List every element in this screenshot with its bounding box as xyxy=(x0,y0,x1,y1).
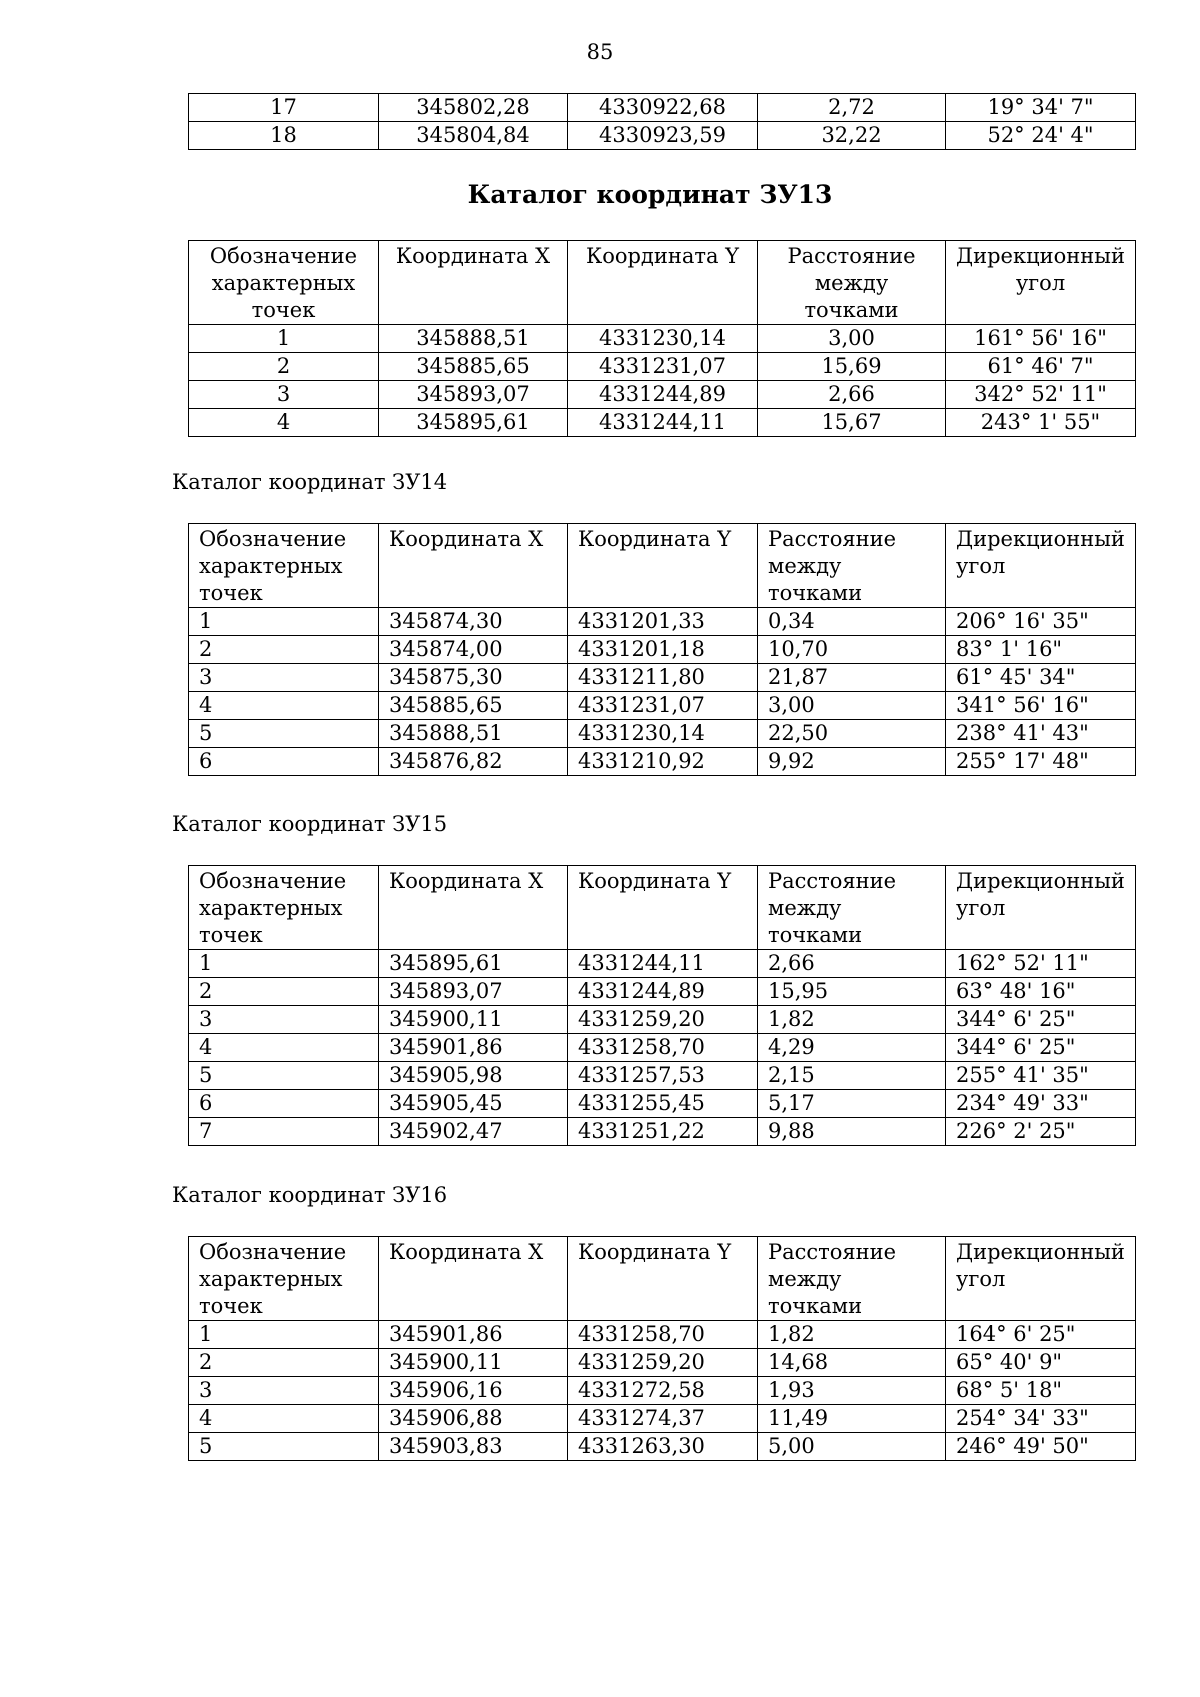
table-cell: 15,95 xyxy=(758,978,946,1006)
zu13-title: Каталог координат ЗУ13 xyxy=(467,180,833,209)
header-cell: Координата X xyxy=(379,524,568,608)
header-cell: Координата Y xyxy=(568,524,758,608)
table-cell: 15,67 xyxy=(758,409,946,437)
table-cell: 4331244,89 xyxy=(568,978,758,1006)
zu16-title: Каталог координат ЗУ16 xyxy=(172,1183,448,1207)
table-header-row xyxy=(189,1237,1136,1321)
table-cell: 2 xyxy=(189,636,379,664)
table-row xyxy=(189,664,1136,692)
table-cell: 3,00 xyxy=(758,325,946,353)
table-header-row xyxy=(189,241,1136,325)
header-cell: Дирекционный угол xyxy=(946,866,1136,950)
table-cell: 4 xyxy=(189,1405,379,1433)
table-cell: 2 xyxy=(189,978,379,1006)
table-cell: 341° 56' 16" xyxy=(946,692,1136,720)
header-cell: Дирекционный угол xyxy=(946,524,1136,608)
zu13-table xyxy=(188,240,1136,437)
header-cell: Расстояние между точками xyxy=(758,866,946,950)
table-cell: 161° 56' 16" xyxy=(946,325,1136,353)
header-cell: Дирекционный угол xyxy=(946,1237,1136,1321)
table-cell: 345874,30 xyxy=(379,608,568,636)
table-cell: 255° 17' 48" xyxy=(946,748,1136,776)
page-number: 85 xyxy=(586,40,614,64)
table-cell: 342° 52' 11" xyxy=(946,381,1136,409)
table-cell: 345888,51 xyxy=(379,720,568,748)
table-row xyxy=(189,636,1136,664)
table-cell: 226° 2' 25" xyxy=(946,1118,1136,1146)
table-row xyxy=(189,720,1136,748)
table-cell: 243° 1' 55" xyxy=(946,409,1136,437)
table-cell: 4331274,37 xyxy=(568,1405,758,1433)
table-cell: 345888,51 xyxy=(379,325,568,353)
table-row xyxy=(189,1349,1136,1377)
table-cell: 5,17 xyxy=(758,1090,946,1118)
table-cell: 4331258,70 xyxy=(568,1034,758,1062)
table-cell: 345906,88 xyxy=(379,1405,568,1433)
table-cell: 9,92 xyxy=(758,748,946,776)
table-cell: 1 xyxy=(189,608,379,636)
table-row xyxy=(189,748,1136,776)
table-row xyxy=(189,1062,1136,1090)
table-cell: 65° 40' 9" xyxy=(946,1349,1136,1377)
table-cell: 61° 45' 34" xyxy=(946,664,1136,692)
table-cell: 345895,61 xyxy=(379,950,568,978)
table-cell: 345902,47 xyxy=(379,1118,568,1146)
table-cell: 345895,61 xyxy=(379,409,568,437)
table-cell: 4331244,11 xyxy=(568,950,758,978)
header-cell: Координата Y xyxy=(568,866,758,950)
zu15-title: Каталог координат ЗУ15 xyxy=(172,812,448,836)
table-cell: 4 xyxy=(189,409,379,437)
table-cell: 2 xyxy=(189,1349,379,1377)
header-cell: Дирекционный угол xyxy=(946,241,1136,325)
table-row xyxy=(189,122,1136,150)
table-cell: 2,72 xyxy=(758,94,946,122)
table-row xyxy=(189,1006,1136,1034)
table-cell: 5 xyxy=(189,1062,379,1090)
table-cell: 2,15 xyxy=(758,1062,946,1090)
table-row xyxy=(189,353,1136,381)
table-cell: 4331231,07 xyxy=(568,692,758,720)
table-cell: 345900,11 xyxy=(379,1006,568,1034)
table-header-row xyxy=(189,524,1136,608)
table-cell: 22,50 xyxy=(758,720,946,748)
table-row xyxy=(189,950,1136,978)
table-cell: 11,49 xyxy=(758,1405,946,1433)
header-cell: Обозначение характерных точек xyxy=(189,1237,379,1321)
table-cell: 68° 5' 18" xyxy=(946,1377,1136,1405)
table-row xyxy=(189,1405,1136,1433)
table-cell: 19° 34' 7" xyxy=(946,94,1136,122)
table-cell: 1,93 xyxy=(758,1377,946,1405)
table-cell: 1 xyxy=(189,950,379,978)
table-cell: 255° 41' 35" xyxy=(946,1062,1136,1090)
table-cell: 345885,65 xyxy=(379,692,568,720)
table-cell: 63° 48' 16" xyxy=(946,978,1136,1006)
header-cell: Расстояние между точками xyxy=(758,241,946,325)
table-row xyxy=(189,1090,1136,1118)
table-row xyxy=(189,978,1136,1006)
table-cell: 4,29 xyxy=(758,1034,946,1062)
table-row xyxy=(189,1321,1136,1349)
table-cell: 61° 46' 7" xyxy=(946,353,1136,381)
table-cell: 345804,84 xyxy=(379,122,568,150)
zu15-table xyxy=(188,865,1136,1146)
table-cell: 345802,28 xyxy=(379,94,568,122)
table-cell: 5 xyxy=(189,720,379,748)
table-cell: 7 xyxy=(189,1118,379,1146)
table-row xyxy=(189,409,1136,437)
table-cell: 164° 6' 25" xyxy=(946,1321,1136,1349)
table-cell: 4331258,70 xyxy=(568,1321,758,1349)
continuation-table xyxy=(188,93,1136,150)
table-row xyxy=(189,1118,1136,1146)
zu14-title: Каталог координат ЗУ14 xyxy=(172,470,448,494)
zu14-table xyxy=(188,523,1136,776)
table-cell: 4331211,80 xyxy=(568,664,758,692)
table-cell: 4331210,92 xyxy=(568,748,758,776)
table-cell: 9,88 xyxy=(758,1118,946,1146)
table-cell: 345893,07 xyxy=(379,381,568,409)
table-cell: 4331230,14 xyxy=(568,720,758,748)
table-cell: 4331272,58 xyxy=(568,1377,758,1405)
table-row xyxy=(189,608,1136,636)
table-header-row xyxy=(189,866,1136,950)
table-cell: 4331257,53 xyxy=(568,1062,758,1090)
header-cell: Обозначение характерных точек xyxy=(189,866,379,950)
table-row xyxy=(189,692,1136,720)
table-cell: 345906,16 xyxy=(379,1377,568,1405)
table-cell: 10,70 xyxy=(758,636,946,664)
table-cell: 5 xyxy=(189,1433,379,1461)
table-cell: 345905,45 xyxy=(379,1090,568,1118)
table-cell: 83° 1' 16" xyxy=(946,636,1136,664)
header-cell: Координата Y xyxy=(568,1237,758,1321)
table-cell: 1,82 xyxy=(758,1006,946,1034)
table-cell: 6 xyxy=(189,1090,379,1118)
table-cell: 4 xyxy=(189,692,379,720)
table-cell: 1 xyxy=(189,1321,379,1349)
table-cell: 21,87 xyxy=(758,664,946,692)
table-cell: 345901,86 xyxy=(379,1034,568,1062)
table-cell: 0,34 xyxy=(758,608,946,636)
table-cell: 4331251,22 xyxy=(568,1118,758,1146)
table-cell: 345885,65 xyxy=(379,353,568,381)
table-cell: 15,69 xyxy=(758,353,946,381)
header-cell: Расстояние между точками xyxy=(758,524,946,608)
table-cell: 345900,11 xyxy=(379,1349,568,1377)
table-cell: 345893,07 xyxy=(379,978,568,1006)
table-cell: 4331259,20 xyxy=(568,1006,758,1034)
table-row xyxy=(189,325,1136,353)
table-cell: 344° 6' 25" xyxy=(946,1006,1136,1034)
table-row xyxy=(189,1034,1136,1062)
table-cell: 3 xyxy=(189,664,379,692)
table-cell: 14,68 xyxy=(758,1349,946,1377)
zu16-table xyxy=(188,1236,1136,1461)
table-cell: 4331231,07 xyxy=(568,353,758,381)
table-cell: 238° 41' 43" xyxy=(946,720,1136,748)
table-cell: 345875,30 xyxy=(379,664,568,692)
table-cell: 344° 6' 25" xyxy=(946,1034,1136,1062)
table-cell: 234° 49' 33" xyxy=(946,1090,1136,1118)
table-row xyxy=(189,1433,1136,1461)
table-cell: 345903,83 xyxy=(379,1433,568,1461)
table-cell: 345874,00 xyxy=(379,636,568,664)
table-cell: 2 xyxy=(189,353,379,381)
table-cell: 17 xyxy=(189,94,379,122)
table-cell: 4331201,18 xyxy=(568,636,758,664)
table-cell: 4330923,59 xyxy=(568,122,758,150)
table-cell: 3 xyxy=(189,1377,379,1405)
header-cell: Расстояние между точками xyxy=(758,1237,946,1321)
header-cell: Координата X xyxy=(379,241,568,325)
header-cell: Обозначение характерных точек xyxy=(189,524,379,608)
table-cell: 6 xyxy=(189,748,379,776)
table-row xyxy=(189,381,1136,409)
table-cell: 162° 52' 11" xyxy=(946,950,1136,978)
table-cell: 345901,86 xyxy=(379,1321,568,1349)
table-cell: 4331244,89 xyxy=(568,381,758,409)
table-cell: 345905,98 xyxy=(379,1062,568,1090)
table-cell: 4331263,30 xyxy=(568,1433,758,1461)
table-cell: 254° 34' 33" xyxy=(946,1405,1136,1433)
table-cell: 4330922,68 xyxy=(568,94,758,122)
table-row xyxy=(189,94,1136,122)
table-cell: 52° 24' 4" xyxy=(946,122,1136,150)
table-cell: 32,22 xyxy=(758,122,946,150)
table-cell: 4331201,33 xyxy=(568,608,758,636)
table-cell: 18 xyxy=(189,122,379,150)
table-cell: 3,00 xyxy=(758,692,946,720)
table-cell: 1,82 xyxy=(758,1321,946,1349)
table-cell: 5,00 xyxy=(758,1433,946,1461)
header-cell: Координата Y xyxy=(568,241,758,325)
table-cell: 345876,82 xyxy=(379,748,568,776)
header-cell: Координата X xyxy=(379,866,568,950)
table-cell: 246° 49' 50" xyxy=(946,1433,1136,1461)
table-cell: 3 xyxy=(189,1006,379,1034)
table-cell: 1 xyxy=(189,325,379,353)
header-cell: Координата X xyxy=(379,1237,568,1321)
table-cell: 2,66 xyxy=(758,950,946,978)
table-row xyxy=(189,1377,1136,1405)
table-cell: 4331255,45 xyxy=(568,1090,758,1118)
header-cell: Обозначение характерных точек xyxy=(189,241,379,325)
table-cell: 3 xyxy=(189,381,379,409)
table-cell: 4331244,11 xyxy=(568,409,758,437)
table-cell: 4331230,14 xyxy=(568,325,758,353)
table-cell: 4 xyxy=(189,1034,379,1062)
table-cell: 2,66 xyxy=(758,381,946,409)
table-cell: 4331259,20 xyxy=(568,1349,758,1377)
table-cell: 206° 16' 35" xyxy=(946,608,1136,636)
